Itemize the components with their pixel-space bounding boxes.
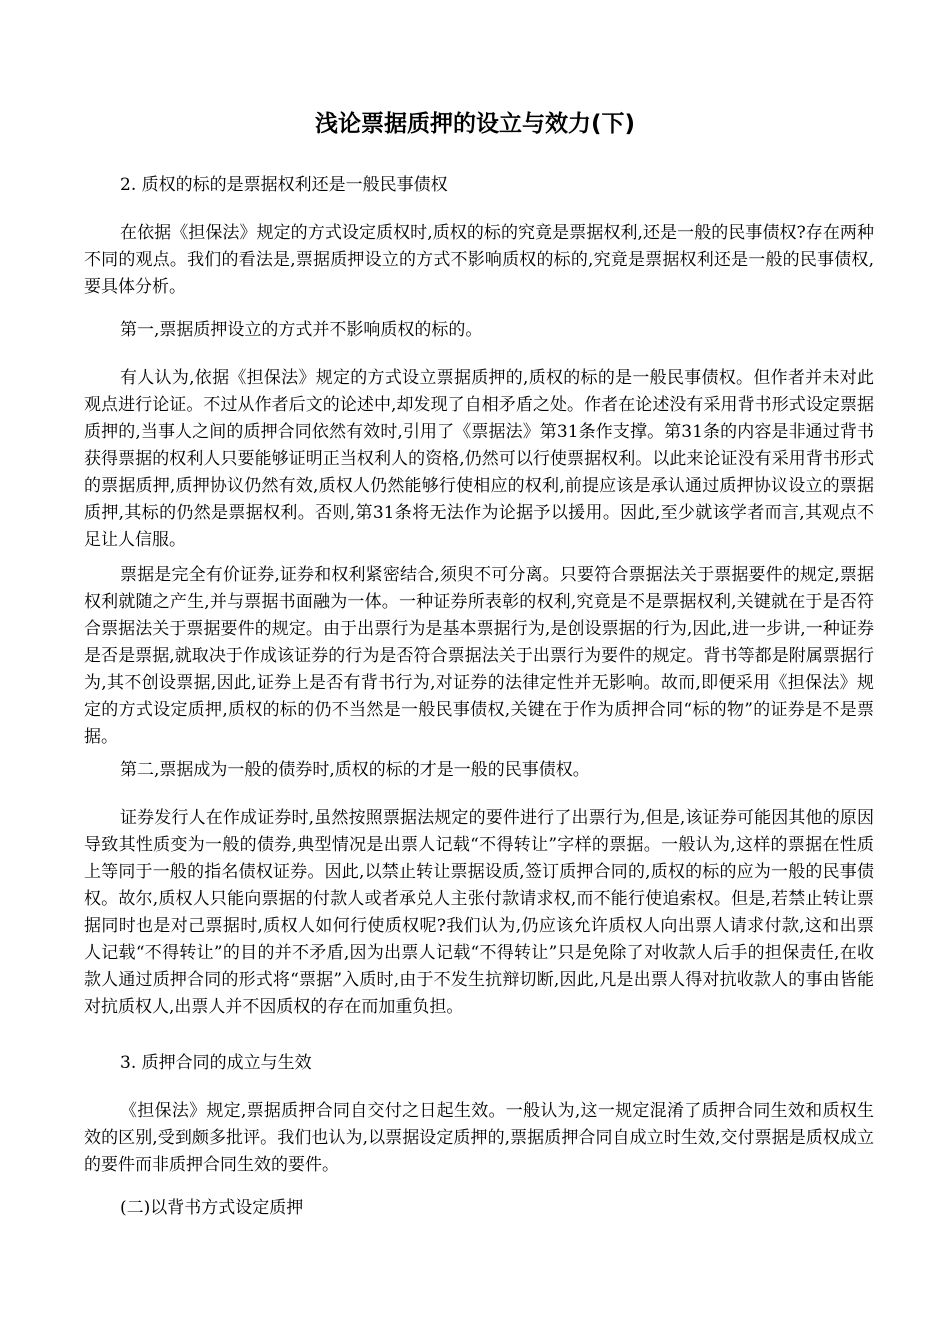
paragraph: 有人认为,依据《担保法》规定的方式设立票据质押的,质权的标的是一般民事债权。但作者并未对此观点进行论证。不过从作者后文的论述中,却发现了自相矛盾之处。作者在论述没有采用背书形式设定票据质押的,当事人之间的质押合同依然有效时,引用了《票据法》第31条作支撑。第31条的内容是非通过背书获得票据的权利人只要能够证明正当权利人的资格,仍然可以行使票据权利。以此来论证没有采用背书形式的票据质押,质押协议仍然有效,质权人仍然能够行使相应的权利,前提应该是承认通过质押协议设立的票据质押,其标的仍然是票据权利。否则,第31条将无法作为论据予以援用。因此,至少就该学者而言,其观点不足让人信服。 (84, 368, 874, 550)
paragraph: 票据是完全有价证券,证券和权利紧密结合,须臾不可分离。只要符合票据法关于票据要件的规定,票据权利就随之产生,并与票据书面融为一体。一种证券所表彰的权利,究竟是不是票据权利,关键就在于是否符合票据法关于票据要件的规定。由于出票行为是基本票据行为,是创设票据的行为,因此,进一步讲,一种证券是否是票据,就取决于作成该证券的行为是否符合票据法关于出票行为要件的规定。背书等都是附属票据行为,其不创设票据,因此,证券上是否有背书行为,对证券的法律定性并无影响。故而,即便采用《担保法》规定的方式设定质押,质权的标的仍不当然是一般民事债权,关键在于作为质押合同“标的物”的证券是不是票据。 (84, 565, 874, 747)
section-heading: (二)以背书方式设定质押 (120, 1198, 304, 1218)
sub-heading: 第一,票据质押设立的方式并不影响质权的标的。 (120, 320, 483, 340)
paragraph: 证券发行人在作成证券时,虽然按照票据法规定的要件进行了出票行为,但是,该证券可能因其他的原因导致其性质变为一般的债券,典型情况是出票人记载“不得转让”字样的票据。一般认为,这样的票据在性质上等同于一般的指名债权证券。因此,以禁止转让票据设质,签订质押合同的,质权的标的应为一般的民事债权。故尔,质权人只能向票据的付款人或者承兑人主张付款请求权,而不能行使追索权。但是,若禁止转让票据同时也是对己票据时,质权人如何行使质权呢?我们认为,仍应该允许质权人向出票人请求付款,这和出票人记载“不得转让”的目的并不矛盾,因为出票人记载“不得转让”只是免除了对收款人后手的担保责任,在收款人通过质押合同的形式将“票据”入质时,由于不发生抗辩切断,因此,凡是出票人得对抗收款人的事由皆能对抗质权人,出票人并不因质权的存在而加重负担。 (84, 808, 874, 1017)
section-heading: 3. 质押合同的成立与生效 (120, 1053, 312, 1073)
sub-heading: 第二,票据成为一般的债券时,质权的标的才是一般的民事债权。 (120, 760, 590, 780)
section-heading: 2. 质权的标的是票据权利还是一般民事债权 (120, 175, 448, 195)
paragraph: 《担保法》规定,票据质押合同自交付之日起生效。一般认为,这一规定混淆了质押合同生效和质权生效的区别,受到颇多批评。我们也认为,以票据设定质押的,票据质押合同自成立时生效,交付票据是质权成立的要件而非质押合同生效的要件。 (84, 1101, 874, 1175)
document-title: 浅论票据质押的设立与效力(下) (314, 111, 636, 137)
paragraph: 在依据《担保法》规定的方式设定质权时,质权的标的究竟是票据权利,还是一般的民事债权?存在两种不同的观点。我们的看法是,票据质押设立的方式不影响质权的标的,究竟是票据权利还是一般的民事债权,要具体分析。 (84, 223, 874, 297)
